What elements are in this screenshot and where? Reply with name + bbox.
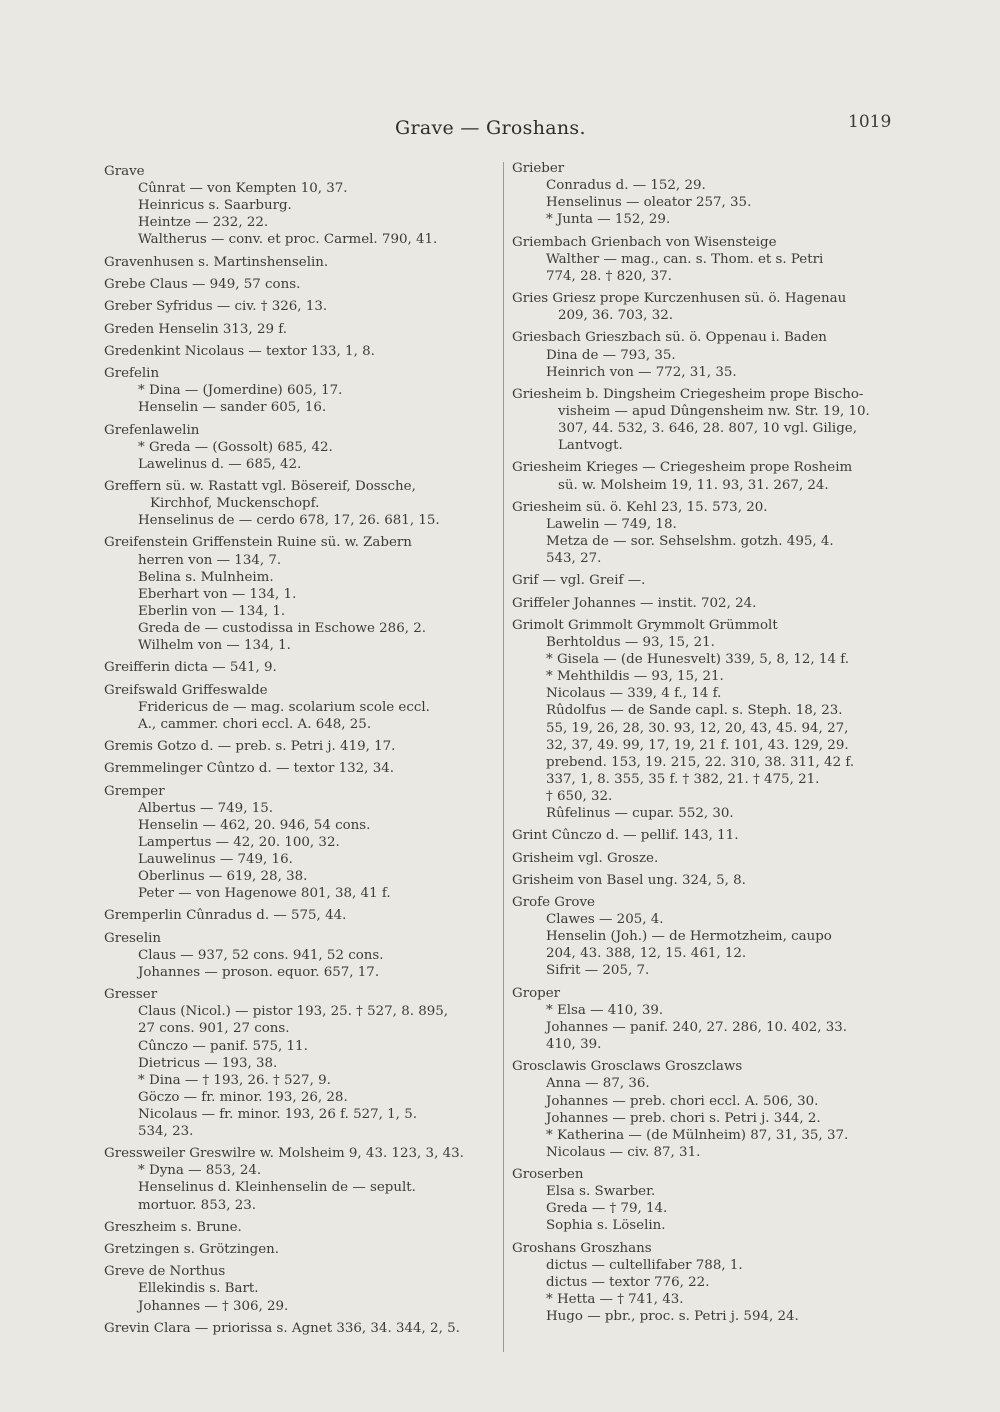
entry-subline: Claus (Nicol.) — pistor 193, 25. † 527, 8. 895,	[138, 1004, 449, 1020]
index-entry	[104, 760, 500, 777]
entry-headword: Greber Syfridus — civ. † 326, 13.	[104, 299, 328, 315]
entry-headword: Groserben	[512, 1167, 584, 1183]
entry-headword: Greszheim s. Brune.	[104, 1219, 242, 1235]
index-entry	[512, 329, 912, 380]
index-entry	[104, 783, 500, 903]
entry-continuation: Kirchhof, Muckenschopf.	[150, 496, 320, 512]
entry-headword: Greve de Northus	[104, 1264, 226, 1280]
entry-subline: Henselin (Joh.) — de Hermotzheim, caupo	[546, 929, 832, 945]
index-entry	[512, 850, 912, 867]
index-entry	[104, 1241, 500, 1258]
entry-subline: Oberlinus — 619, 28, 38.	[138, 869, 308, 885]
entry-subline: Metza de — sor. Sehselshm. gotzh. 495, 4.	[546, 534, 834, 549]
entry-subline: Göczo — fr. minor. 193, 26, 28.	[138, 1089, 348, 1105]
entry-subline: Clawes — 205, 4.	[546, 912, 664, 928]
index-entry	[512, 160, 912, 228]
entry-headword: Grosclawis Grosclaws Groszclaws	[512, 1059, 743, 1075]
entry-subline: Nicolaus — 339, 4 f., 14 f.	[546, 686, 722, 702]
entry-headword: Greifswald Griffeswalde	[104, 682, 268, 698]
index-entry	[104, 1219, 500, 1236]
index-entry	[104, 1145, 500, 1213]
entry-headword: Gressweiler Greswilre w. Molsheim 9, 43. 123, 3, 43.	[104, 1146, 464, 1162]
entry-subline: Elsa s. Swarber.	[546, 1184, 656, 1200]
entry-subline: * Dina — † 193, 26. † 527, 9.	[138, 1072, 331, 1088]
entry-subline: Anna — 87, 36.	[546, 1076, 650, 1092]
index-entry	[512, 617, 912, 822]
entry-headword: Gremper	[104, 783, 165, 799]
index-entry	[512, 827, 912, 844]
index-entry	[104, 682, 500, 733]
entry-subline: Cûnrat — von Kempten 10, 37.	[138, 181, 348, 197]
entry-continuation: visheim — apud Dûngensheim nw. Str. 19, 10.	[558, 403, 870, 419]
entry-subline: † 650, 32.	[546, 788, 613, 804]
entry-subline: Sifrit — 205, 7.	[546, 963, 650, 979]
index-entry	[512, 386, 912, 454]
entry-subline: Conradus d. — 152, 29.	[546, 178, 706, 194]
entry-headword: Gretzingen s. Grötzingen.	[104, 1242, 280, 1258]
entry-headword: Griesbach Grieszbach sü. ö. Oppenau i. Baden	[512, 330, 827, 346]
entry-subline: prebend. 153, 19. 215, 22. 310, 38. 311, 42 f.	[546, 754, 855, 770]
index-entry	[512, 872, 912, 889]
entry-subline: Ellekindis s. Bart.	[138, 1281, 259, 1297]
index-entry	[104, 930, 500, 981]
entry-headword: Grefelin	[104, 366, 160, 382]
index-entry	[104, 276, 500, 293]
entry-headword: Griesheim sü. ö. Kehl 23, 15. 573, 20.	[512, 499, 768, 515]
index-entry	[512, 234, 912, 285]
entry-headword: Grif — vgl. Greif —.	[512, 573, 646, 589]
entry-headword: Groshans Groszhans	[512, 1240, 652, 1256]
entry-subline: Greda de — custodissa in Eschowe 286, 2.	[138, 620, 426, 636]
entry-subline: Cûnczo — panif. 575, 11.	[138, 1038, 308, 1054]
entry-continuation: sü. w. Molsheim 19, 11. 93, 31. 267, 24.	[558, 477, 829, 493]
entry-headword: Griembach Grienbach von Wisensteige	[512, 234, 777, 250]
entry-subline: Waltherus — conv. et proc. Carmel. 790, 41.	[138, 232, 438, 248]
index-entry	[104, 422, 500, 473]
entry-headword: Grevin Clara — priorissa s. Agnet 336, 34. 344, 2, 5.	[104, 1320, 460, 1336]
entry-subline: * Dina — (Jomerdine) 605, 17.	[138, 383, 343, 399]
entry-subline: * Elsa — 410, 39.	[546, 1002, 664, 1018]
entry-continuation: 209, 36. 703, 32.	[558, 308, 673, 324]
entry-subline: Johannes — proson. equor. 657, 17.	[138, 964, 380, 980]
entry-subline: Belina s. Mulnheim.	[138, 569, 274, 585]
entry-subline: Wilhelm von — 134, 1.	[138, 638, 291, 654]
index-entry	[104, 163, 500, 248]
index-entry	[512, 1058, 912, 1161]
entry-subline: Eberhart von — 134, 1.	[138, 586, 297, 602]
entry-subline: 543, 27.	[546, 551, 602, 567]
entry-subline: A., cammer. chori eccl. A. 648, 25.	[138, 716, 372, 732]
index-entry	[104, 343, 500, 360]
entry-subline: Rûfelinus — cupar. 552, 30.	[546, 805, 734, 821]
entry-headword: Gries Griesz prope Kurczenhusen sü. ö. Hagenau	[512, 291, 847, 307]
entry-subline: Walther — mag., can. s. Thom. et s. Petri	[546, 251, 824, 267]
left-column	[104, 163, 500, 1342]
right-column	[512, 160, 912, 1330]
entry-subline: 55, 19, 26, 28, 30. 93, 12, 20, 43, 45. 94, 27,	[546, 720, 849, 736]
entry-subline: * Greda — (Gossolt) 685, 42.	[138, 439, 333, 455]
entry-continuation: Lantvogt.	[558, 438, 623, 454]
entry-headword: Grimolt Grimmolt Grymmolt Grümmolt	[512, 617, 778, 633]
index-entry	[104, 659, 500, 676]
entry-subline: Heinrich von — 772, 31, 35.	[546, 364, 737, 380]
entry-subline: * Mehthildis — 93, 15, 21.	[546, 669, 724, 685]
entry-headword: Gremis Gotzo d. — preb. s. Petri j. 419, 17.	[104, 739, 396, 755]
entry-subline: Albertus — 749, 15.	[138, 800, 273, 816]
entry-subline: Dina de — 793, 35.	[546, 347, 676, 363]
index-entry	[512, 499, 912, 567]
entry-headword: Grieber	[512, 161, 565, 176]
entry-headword: Greffern sü. w. Rastatt vgl. Bösereif, Dossche,	[104, 479, 416, 494]
entry-headword: Grefenlawelin	[104, 422, 200, 438]
index-entry	[104, 1320, 500, 1337]
entry-subline: * Gisela — (de Hunesvelt) 339, 5, 8, 12, 14 f.	[546, 652, 849, 668]
index-entry	[104, 1263, 500, 1314]
entry-headword: Griesheim Krieges — Criegesheim prope Rosheim	[512, 460, 853, 476]
entry-subline: Heinricus s. Saarburg.	[138, 198, 292, 214]
entry-headword: Grofe Grove	[512, 895, 595, 911]
entry-subline: Nicolaus — fr. minor. 193, 26 f. 527, 1, 5.	[138, 1106, 417, 1122]
entry-headword: Greden Henselin 313, 29 f.	[104, 321, 287, 337]
entry-subline: Heintze — 232, 22.	[138, 215, 269, 231]
index-entry	[104, 534, 500, 654]
index-entry	[104, 738, 500, 755]
column-divider	[503, 162, 504, 1352]
entry-subline: Johannes — panif. 240, 27. 286, 10. 402, 33.	[546, 1019, 848, 1035]
entry-subline: Claus — 937, 52 cons. 941, 52 cons.	[138, 947, 384, 963]
entry-subline: Sophia s. Löselin.	[546, 1218, 666, 1234]
index-entry	[512, 572, 912, 589]
entry-subline: Johannes — † 306, 29.	[138, 1298, 289, 1314]
index-entry	[512, 894, 912, 979]
entry-subline: Lawelinus d. — 685, 42.	[138, 456, 302, 472]
entry-subline: Lawelin — 749, 18.	[546, 516, 677, 532]
entry-headword: Greifenstein Griffenstein Ruine sü. w. Zabern	[104, 535, 412, 551]
index-entry	[512, 1240, 912, 1325]
entry-headword: Grisheim von Basel ung. 324, 5, 8.	[512, 872, 746, 888]
entry-subline: * Hetta — † 741, 43.	[546, 1291, 684, 1307]
entry-subline: Berhtoldus — 93, 15, 21.	[546, 635, 715, 651]
entry-subline: * Junta — 152, 29.	[546, 212, 671, 228]
entry-headword: Gravenhusen s. Martinshenselin.	[104, 254, 329, 270]
entry-subline: Henselin — sander 605, 16.	[138, 400, 327, 416]
index-entry	[104, 298, 500, 315]
entry-headword: Greifferin dicta — 541, 9.	[104, 660, 277, 676]
entry-subline: Eberlin von — 134, 1.	[138, 603, 286, 619]
entry-headword: Gresser	[104, 987, 158, 1003]
entry-subline: * Katherina — (de Mülnheim) 87, 31, 35, 37.	[546, 1127, 849, 1143]
entry-headword: Grebe Claus — 949, 57 cons.	[104, 276, 301, 292]
entry-subline: Nicolaus — civ. 87, 31.	[546, 1144, 701, 1160]
entry-subline: 337, 1, 8. 355, 35 f. † 382, 21. † 475, 21.	[546, 771, 820, 787]
entry-subline: Henselin — 462, 20. 946, 54 cons.	[138, 817, 371, 833]
entry-headword: Gremperlin Cûnradus d. — 575, 44.	[104, 908, 347, 924]
entry-subline: Greda — † 79, 14.	[546, 1201, 668, 1217]
entry-headword: Grint Cûnczo d. — pellif. 143, 11.	[512, 828, 739, 844]
index-entry	[512, 459, 912, 493]
entry-headword: Gredenkint Nicolaus — textor 133, 1, 8.	[104, 343, 375, 359]
entry-subline: 534, 23.	[138, 1123, 194, 1139]
entry-subline: mortuor. 853, 23.	[138, 1197, 257, 1213]
entry-subline: Lampertus — 42, 20. 100, 32.	[138, 834, 340, 850]
entry-headword: Grave	[104, 164, 145, 179]
entry-subline: Henselinus de — cerdo 678, 17, 26. 681, 15.	[138, 513, 440, 529]
entry-headword: Grisheim vgl. Grosze.	[512, 850, 659, 866]
entry-subline: Henselinus d. Kleinhenselin de — sepult.	[138, 1180, 416, 1196]
index-entry	[104, 907, 500, 924]
entry-headword: Gremmelinger Cûntzo d. — textor 132, 34.	[104, 761, 394, 777]
entry-subline: 32, 37, 49. 99, 17, 19, 21 f. 101, 43. 129, 29.	[546, 737, 849, 753]
entry-headword: Griesheim b. Dingsheim Criegesheim prope Bischo-	[512, 386, 864, 402]
entry-subline: Peter — von Hagenowe 801, 38, 41 f.	[138, 886, 391, 902]
entry-subline: Fridericus de — mag. scolarium scole eccl.	[138, 699, 430, 715]
entry-subline: 410, 39.	[546, 1037, 602, 1053]
entry-subline: 204, 43. 388, 12, 15. 461, 12.	[546, 946, 747, 962]
index-entry	[104, 254, 500, 271]
index-entry	[512, 595, 912, 612]
index-entry	[104, 986, 500, 1140]
index-entry	[512, 1166, 912, 1234]
entry-subline: dictus — cultellifaber 788, 1.	[546, 1257, 743, 1273]
entry-subline: 27 cons. 901, 27 cons.	[138, 1021, 290, 1037]
entry-subline: herren von — 134, 7.	[138, 552, 282, 568]
entry-headword: Greselin	[104, 930, 162, 946]
page-title: Grave — Groshans.	[395, 117, 586, 139]
entry-subline: Hugo — pbr., proc. s. Petri j. 594, 24.	[546, 1309, 799, 1324]
page-number: 1019	[848, 112, 892, 132]
entry-subline: Rûdolfus — de Sande capl. s. Steph. 18, 23.	[546, 703, 843, 719]
entry-subline: * Dyna — 853, 24.	[138, 1163, 262, 1179]
entry-subline: dictus — textor 776, 22.	[546, 1274, 710, 1290]
entry-headword: Groper	[512, 985, 561, 1001]
entry-headword: Griffeler Johannes — instit. 702, 24.	[512, 595, 757, 611]
entry-subline: 774, 28. † 820, 37.	[546, 268, 672, 284]
entry-subline: Lauwelinus — 749, 16.	[138, 852, 293, 867]
entry-subline: Johannes — preb. chori s. Petri j. 344, 2.	[546, 1110, 821, 1126]
index-entry	[104, 321, 500, 338]
index-entry	[512, 985, 912, 1053]
index-entry	[512, 290, 912, 324]
index-entry	[104, 478, 500, 529]
index-entry	[104, 365, 500, 416]
entry-subline: Johannes — preb. chori eccl. A. 506, 30.	[546, 1093, 819, 1109]
entry-subline: Dietricus — 193, 38.	[138, 1055, 278, 1071]
entry-subline: Henselinus — oleator 257, 35.	[546, 195, 752, 211]
entry-continuation: 307, 44. 532, 3. 646, 28. 807, 10 vgl. Gilige,	[558, 421, 857, 437]
